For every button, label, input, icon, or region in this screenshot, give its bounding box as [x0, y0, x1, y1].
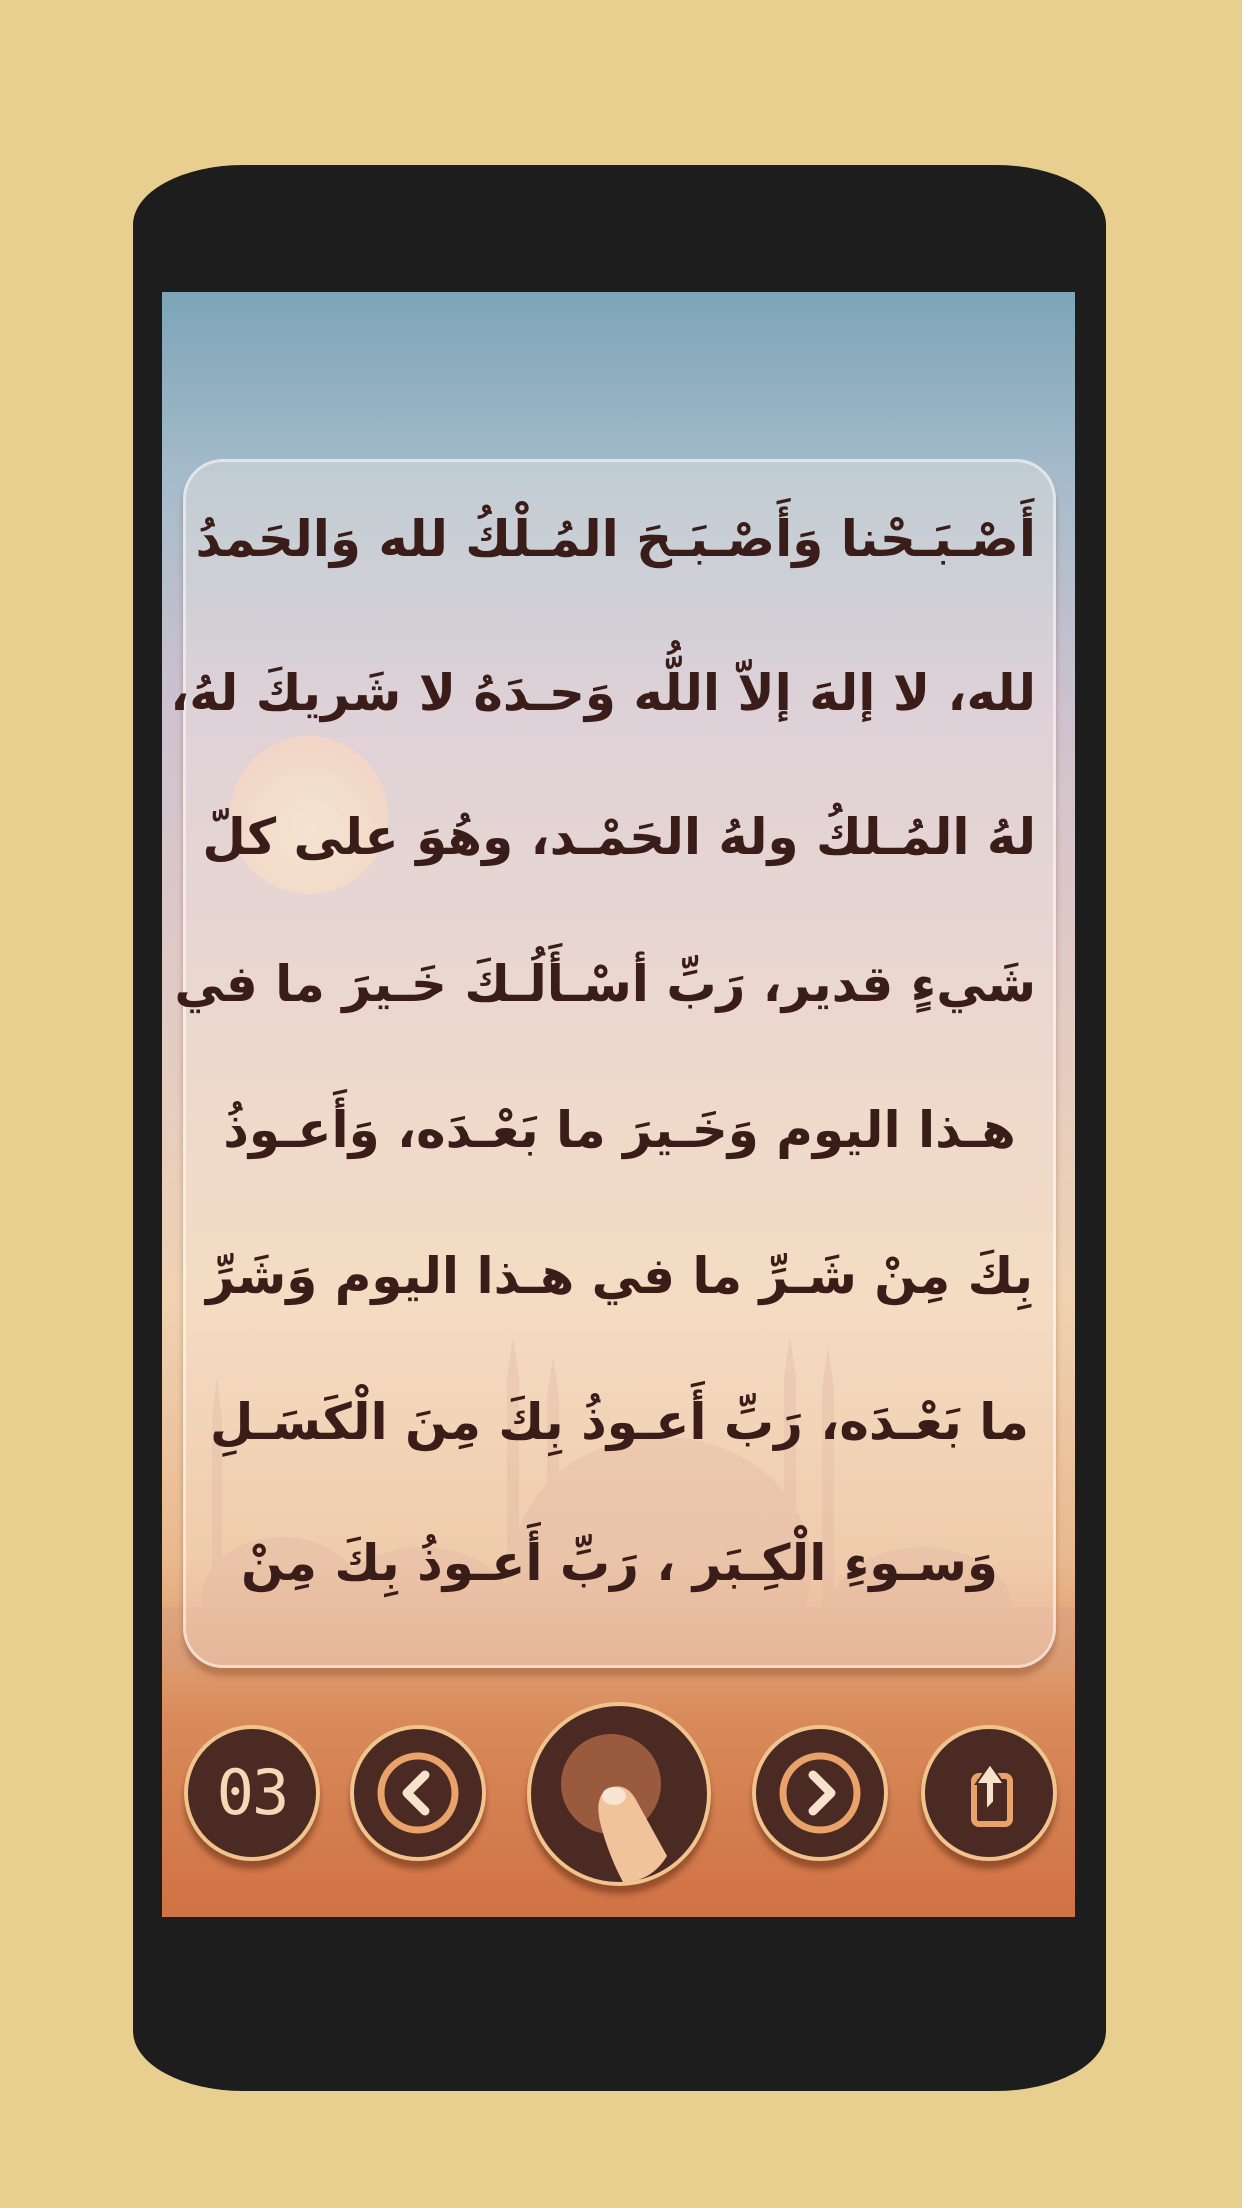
dua-line: بِكَ مِنْ شَـرِّ ما في هـذا اليوم وَشَرِّ [205, 1247, 1033, 1305]
dua-line: لله، لا إلهَ إلاّ اللُّه وَحـدَهُ لا شَريكَ لهُ، [170, 664, 1036, 722]
chevron-right-icon [777, 1750, 863, 1836]
dua-line: لهُ المُـلكُ ولهُ الحَمْـد، وهُوَ على كلّ [202, 808, 1036, 866]
dua-text [170, 459, 1056, 1668]
dua-card [170, 459, 1056, 1668]
counter-display: 03 [216, 1756, 288, 1829]
tap-count-button[interactable] [527, 1702, 711, 1886]
finger-tap-icon [531, 1706, 707, 1882]
dua-line: شَيءٍ قدير، رَبِّ أسْـأَلُـكَ خَـيرَ ما في [174, 955, 1036, 1013]
dua-line: أَصْـبَـحْنا وَأَصْـبَـحَ المُـلْكُ لله وَالحَمدُ [195, 510, 1036, 568]
counter-button[interactable] [184, 1725, 320, 1861]
share-button[interactable] [921, 1725, 1057, 1861]
dua-line: ما بَعْـدَه، رَبِّ أَعـوذُ بِكَ مِنَ الْكَسَـلِ [210, 1393, 1029, 1451]
next-button[interactable] [752, 1725, 888, 1861]
dua-line: هـذا اليوم وَخَـيرَ ما بَعْـدَه، وَأَعـوذُ [223, 1101, 1016, 1159]
chevron-left-icon [375, 1750, 461, 1836]
previous-button[interactable] [350, 1725, 486, 1861]
dua-line: وَسـوءِ الْكِـبَر ، رَبِّ أَعـوذُ بِكَ مِنْ [241, 1534, 998, 1592]
share-icon [946, 1750, 1032, 1836]
